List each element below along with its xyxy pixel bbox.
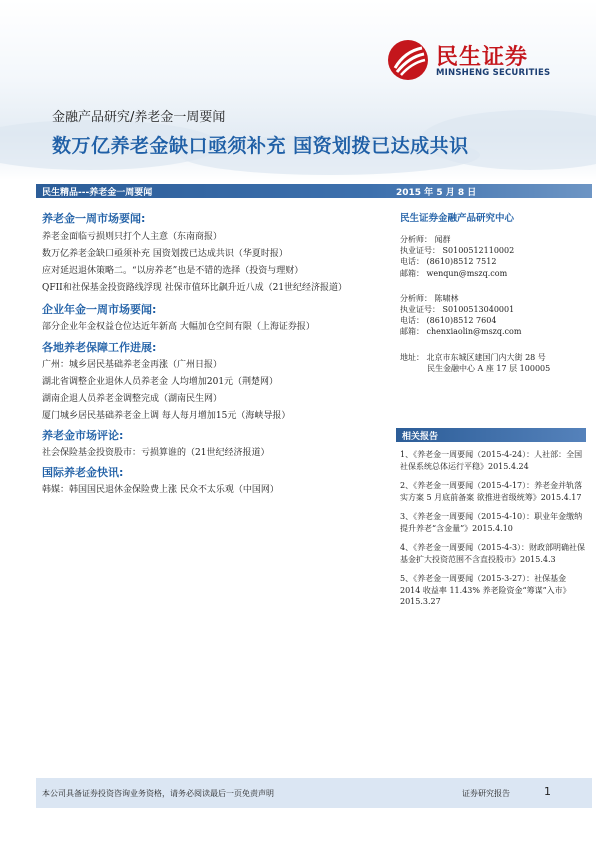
analyst-phone: 电话： (8610)8512 7604 xyxy=(400,316,497,326)
report-title: 数万亿养老金缺口亟须补充 国资划拨已达成共识 xyxy=(52,135,469,157)
section-title: 国际养老金快讯: xyxy=(42,466,124,479)
page-footer xyxy=(36,778,592,808)
section-title: 各地养老保障工作进展: xyxy=(42,341,157,354)
analyst-name: 分析师： 闻群 xyxy=(400,235,451,244)
page-number: 1 xyxy=(544,785,551,798)
footer-report-type: 证券研究报告 xyxy=(462,789,510,798)
news-item: 广州：城乡居民基础养老金再涨（广州日报） xyxy=(42,360,223,370)
section-title: 企业年金一周市场要闻: xyxy=(42,303,157,316)
report-date: 2015 年 5 月 8 日 xyxy=(396,188,477,198)
news-item: 湖南企退人员养老金调整完成（湖南民生网） xyxy=(42,394,223,404)
news-item: 应对延迟退休策略二。“以房养老”也是不错的选择（投资与理财） xyxy=(42,266,304,276)
minsheng-logo-icon xyxy=(386,38,430,82)
analyst-email[interactable]: 邮箱： chenxiaolin@mszq.com xyxy=(400,327,522,337)
title-bar xyxy=(36,184,592,198)
logo-chinese-name: 民生证券 xyxy=(436,45,529,70)
related-report-item[interactable]: 4、《养老金一周要闻（2015-4-3）：财政部明确社保基金扩大投资范围不含直投股市》2015.4.3 xyxy=(400,543,586,564)
related-reports-list xyxy=(400,449,586,616)
news-item: 社会保险基金投资股市：亏损算谁的（21世纪经济报道） xyxy=(42,448,270,458)
news-item: 厦门城乡居民基础养老金上调 每人每月增加15元（海峡导报） xyxy=(42,411,291,421)
address-line: 民生金融中心 A 座 17 层 100005 xyxy=(427,363,551,373)
related-reports-header xyxy=(396,428,586,442)
related-reports-heading: 相关报告 xyxy=(402,432,439,442)
news-summary xyxy=(42,210,382,499)
related-report-item[interactable]: 2、《养老金一周要闻（2015-4-17）：养老金并轨落实方案 5 月底前备案 欲推进省级统筹》2015.4.17 xyxy=(400,481,583,502)
analyst-cert: 执业证号： S0100513040001 xyxy=(400,305,515,315)
section-title: 养老金一周市场要闻: xyxy=(42,212,146,225)
footer-disclaimer: 本公司具备证券投资咨询业务资格，请务必阅读最后一页免责声明 xyxy=(42,789,274,798)
analyst-cert: 执业证号： S0100512110002 xyxy=(400,246,515,256)
address-line: 地址： 北京市东城区建国门内大街 28 号 xyxy=(400,352,546,362)
news-item: 数万亿养老金缺口亟须补充 国资划拨已达成共识（华夏时报） xyxy=(42,249,288,259)
section-title: 养老金市场评论: xyxy=(42,429,124,442)
series-name: 民生精品---养老金一周要闻 xyxy=(42,188,153,198)
analyst-sidebar xyxy=(396,210,586,374)
brand-logo xyxy=(386,38,556,86)
related-report-item[interactable]: 1、《养老金一周要闻（2015-4-24）：人社部：全国社保系统总体运行平稳》2015.4.24 xyxy=(400,450,583,471)
news-item: QFII和社保基金投资路线浮现 社保市值环比飙升近八成（21世纪经济报道） xyxy=(42,283,348,293)
analyst-phone: 电话： (8610)8512 7512 xyxy=(400,257,497,267)
analyst-email[interactable]: 邮箱： wenqun@mszq.com xyxy=(400,268,508,278)
analyst-name: 分析师： 陈啸林 xyxy=(400,293,459,303)
news-item: 部分企业年金权益仓位达近年新高 大幅加仓空间有限（上海证券报） xyxy=(42,322,315,332)
news-item: 湖北省调整企业退休人员养老金 人均增加201元（荆楚网） xyxy=(42,377,279,387)
logo-english-name: MINSHENG SECURITIES xyxy=(436,68,551,78)
related-report-item[interactable]: 5、《养老金一周要闻（2015-3-27）：社保基金 2014 收益率 11.43% 养老险资金“筹谋”入市》2015.3.27 xyxy=(400,574,571,606)
news-item: 韩媒：韩国国民退休金保险费上涨 民众不太乐观（中国网） xyxy=(42,485,279,495)
news-item: 养老金面临亏损则只打个人主意（东南商报） xyxy=(42,232,223,242)
report-category: 金融产品研究/养老金一周要闻 xyxy=(52,110,226,125)
related-report-item[interactable]: 3、《养老金一周要闻（2015-4-10）：职业年金缴纳提升养老“含金量”》2015.4.10 xyxy=(400,512,583,533)
research-center-title: 民生证券金融产品研究中心 xyxy=(400,213,515,224)
